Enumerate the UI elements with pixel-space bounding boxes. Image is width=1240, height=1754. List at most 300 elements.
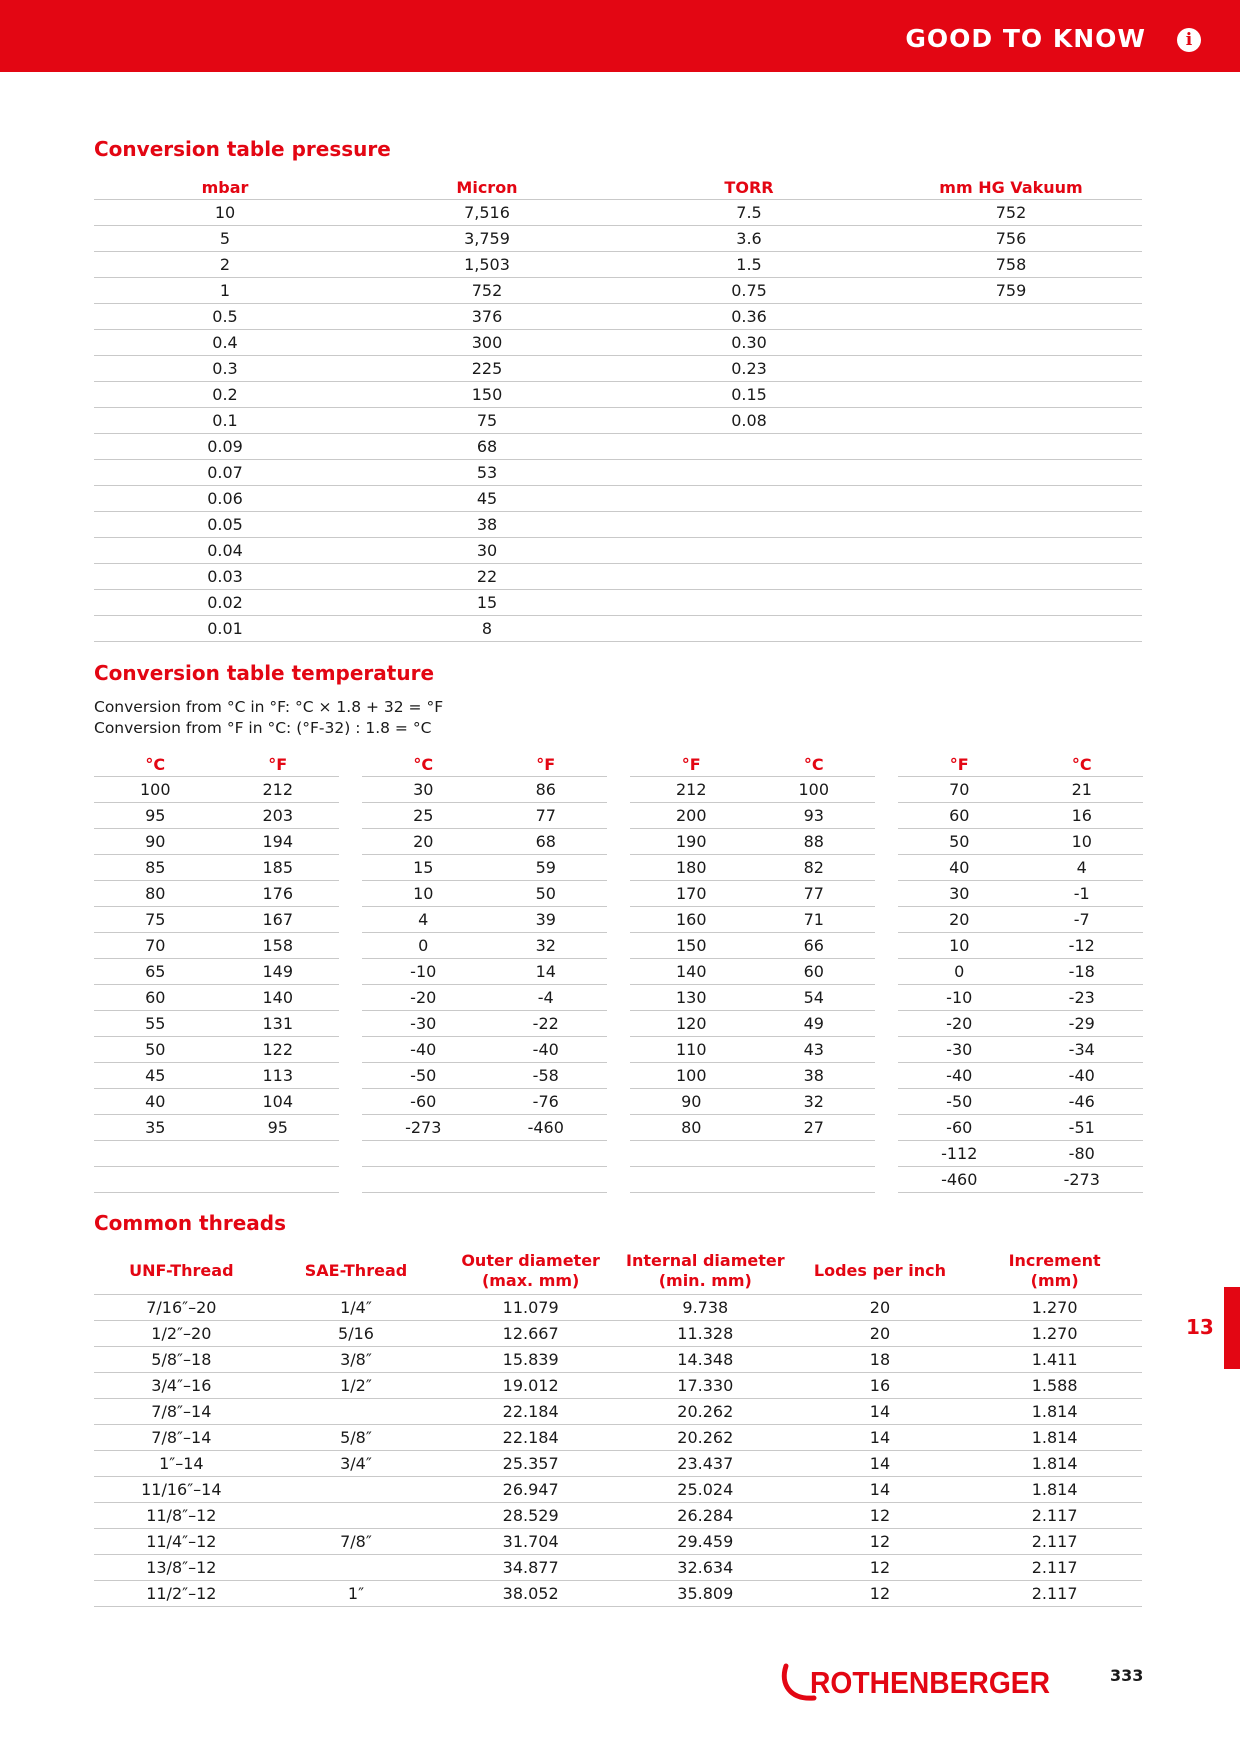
column-header-line: (max. mm) bbox=[481, 1270, 580, 1290]
table-cell: -60 bbox=[362, 1089, 485, 1115]
table-cell: 5 bbox=[94, 226, 356, 252]
table-cell: 14 bbox=[793, 1399, 968, 1425]
temperature-notes bbox=[94, 697, 443, 739]
table-cell: 122 bbox=[217, 1037, 340, 1063]
table-cell: 212 bbox=[217, 777, 340, 803]
table-row bbox=[94, 985, 339, 1011]
table-cell: 0 bbox=[898, 959, 1021, 985]
table-cell: 0.01 bbox=[94, 616, 356, 642]
table-cell: 1.411 bbox=[967, 1347, 1142, 1373]
table-cell: 0.07 bbox=[94, 460, 356, 486]
table-cell: -60 bbox=[898, 1115, 1021, 1141]
table-cell: 0.03 bbox=[94, 564, 356, 590]
table-cell: 0.36 bbox=[618, 304, 880, 330]
table-cell: -51 bbox=[1021, 1115, 1144, 1141]
table-cell: 15.839 bbox=[443, 1347, 618, 1373]
table-cell: 93 bbox=[753, 803, 876, 829]
table-cell: 7/16″–20 bbox=[94, 1295, 269, 1321]
table-cell bbox=[618, 564, 880, 590]
table-cell: 0.5 bbox=[94, 304, 356, 330]
table-cell: 95 bbox=[94, 803, 217, 829]
table-cell bbox=[880, 512, 1142, 538]
table-cell: 100 bbox=[753, 777, 876, 803]
table-cell: 2.117 bbox=[967, 1503, 1142, 1529]
table-cell: 104 bbox=[217, 1089, 340, 1115]
table-cell: 113 bbox=[217, 1063, 340, 1089]
table-cell: 77 bbox=[485, 803, 608, 829]
table-row bbox=[898, 1141, 1143, 1167]
chapter-tab[interactable] bbox=[1224, 1287, 1240, 1369]
table-row bbox=[630, 1141, 875, 1167]
table-header-row bbox=[362, 752, 607, 777]
table-cell: 75 bbox=[356, 408, 618, 434]
table-cell bbox=[880, 382, 1142, 408]
table-row bbox=[94, 356, 1142, 382]
table-cell: 10 bbox=[898, 933, 1021, 959]
conversion-note-f-to-c: Conversion from °F in °C: (°F-32) : 1.8 = °C bbox=[94, 719, 432, 737]
table-cell: 45 bbox=[94, 1063, 217, 1089]
table-cell: 40 bbox=[898, 855, 1021, 881]
table-cell bbox=[485, 1141, 608, 1167]
table-cell bbox=[217, 1167, 340, 1193]
table-cell: 16 bbox=[1021, 803, 1144, 829]
table-row bbox=[94, 1295, 1142, 1321]
table-cell: 70 bbox=[898, 777, 1021, 803]
table-cell: 7,516 bbox=[356, 200, 618, 226]
table-cell: 20 bbox=[898, 907, 1021, 933]
table-row bbox=[94, 933, 339, 959]
table-row bbox=[898, 777, 1143, 803]
table-row bbox=[94, 1011, 339, 1037]
table-row bbox=[94, 538, 1142, 564]
chapter-number: 13 bbox=[1186, 1315, 1214, 1339]
table-cell bbox=[618, 434, 880, 460]
table-cell: -12 bbox=[1021, 933, 1144, 959]
table-header-row bbox=[94, 175, 1142, 200]
table-cell bbox=[618, 460, 880, 486]
table-header-row bbox=[94, 1247, 1142, 1295]
table-cell: 38.052 bbox=[443, 1581, 618, 1607]
table-cell: -40 bbox=[485, 1037, 608, 1063]
table-row bbox=[362, 881, 607, 907]
table-cell: 225 bbox=[356, 356, 618, 382]
table-cell: 140 bbox=[630, 959, 753, 985]
column-header bbox=[269, 1247, 444, 1295]
column-header: °F bbox=[630, 752, 753, 777]
table-cell: 1/2″ bbox=[269, 1373, 444, 1399]
table-cell: 32 bbox=[753, 1089, 876, 1115]
temperature-title: Conversion table temperature bbox=[94, 661, 435, 685]
column-header-line: Lodes per inch bbox=[813, 1260, 946, 1280]
table-cell: 2 bbox=[94, 252, 356, 278]
table-cell bbox=[880, 616, 1142, 642]
table-cell: 43 bbox=[753, 1037, 876, 1063]
table-cell: 1.814 bbox=[967, 1425, 1142, 1451]
column-header bbox=[94, 1247, 269, 1295]
table-row bbox=[630, 1115, 875, 1141]
table-row bbox=[94, 1373, 1142, 1399]
table-row bbox=[362, 1089, 607, 1115]
table-cell: 22 bbox=[356, 564, 618, 590]
table-cell: 20.262 bbox=[618, 1425, 793, 1451]
table-row bbox=[630, 907, 875, 933]
table-row bbox=[898, 959, 1143, 985]
table-cell bbox=[880, 486, 1142, 512]
table-cell: 11/16″–14 bbox=[94, 1477, 269, 1503]
column-header-line: Outer diameter bbox=[461, 1250, 600, 1270]
table-cell: 11.328 bbox=[618, 1321, 793, 1347]
table-cell: 70 bbox=[94, 933, 217, 959]
table-cell: 75 bbox=[94, 907, 217, 933]
table-cell bbox=[753, 1141, 876, 1167]
table-row bbox=[94, 1399, 1142, 1425]
table-cell: -30 bbox=[898, 1037, 1021, 1063]
table-cell: 20 bbox=[793, 1321, 968, 1347]
table-cell: 50 bbox=[485, 881, 608, 907]
table-cell bbox=[880, 564, 1142, 590]
table-cell: 90 bbox=[94, 829, 217, 855]
table-cell: 34.877 bbox=[443, 1555, 618, 1581]
table-cell: -4 bbox=[485, 985, 608, 1011]
table-cell: 180 bbox=[630, 855, 753, 881]
table-row bbox=[630, 1011, 875, 1037]
column-header-line: UNF-Thread bbox=[129, 1260, 234, 1280]
table-cell: 0.75 bbox=[618, 278, 880, 304]
table-row bbox=[362, 855, 607, 881]
table-cell: 14 bbox=[793, 1477, 968, 1503]
table-cell: -46 bbox=[1021, 1089, 1144, 1115]
table-cell: -460 bbox=[898, 1167, 1021, 1193]
table-row bbox=[630, 1037, 875, 1063]
table-row bbox=[94, 330, 1142, 356]
table-cell: 40 bbox=[94, 1089, 217, 1115]
table-row bbox=[898, 829, 1143, 855]
table-cell: 131 bbox=[217, 1011, 340, 1037]
table-cell: -10 bbox=[898, 985, 1021, 1011]
table-row bbox=[630, 933, 875, 959]
table-cell: 14 bbox=[793, 1451, 968, 1477]
table-cell: 27 bbox=[753, 1115, 876, 1141]
column-header bbox=[618, 1247, 793, 1295]
table-cell: 7/8″–14 bbox=[94, 1425, 269, 1451]
table-row bbox=[630, 777, 875, 803]
table-row bbox=[94, 408, 1142, 434]
temperature-table-2 bbox=[362, 752, 607, 1193]
column-header: Micron bbox=[356, 175, 618, 200]
table-cell: 1 bbox=[94, 278, 356, 304]
table-row bbox=[94, 460, 1142, 486]
table-row bbox=[94, 252, 1142, 278]
table-cell: 158 bbox=[217, 933, 340, 959]
table-cell bbox=[880, 460, 1142, 486]
table-cell: 150 bbox=[356, 382, 618, 408]
column-header: °F bbox=[485, 752, 608, 777]
table-cell: 50 bbox=[94, 1037, 217, 1063]
pressure-table bbox=[94, 175, 1142, 642]
table-cell: -273 bbox=[362, 1115, 485, 1141]
table-cell: -40 bbox=[1021, 1063, 1144, 1089]
table-row bbox=[94, 1555, 1142, 1581]
table-cell: 1,503 bbox=[356, 252, 618, 278]
table-cell: 18 bbox=[793, 1347, 968, 1373]
table-cell: 86 bbox=[485, 777, 608, 803]
table-cell: 212 bbox=[630, 777, 753, 803]
table-cell bbox=[618, 538, 880, 564]
table-cell: 45 bbox=[356, 486, 618, 512]
table-row bbox=[94, 829, 339, 855]
table-cell: 17.330 bbox=[618, 1373, 793, 1399]
table-cell: 2.117 bbox=[967, 1555, 1142, 1581]
table-cell: 3,759 bbox=[356, 226, 618, 252]
table-cell: 1″–14 bbox=[94, 1451, 269, 1477]
column-header bbox=[967, 1247, 1142, 1295]
table-row bbox=[94, 855, 339, 881]
table-cell bbox=[269, 1503, 444, 1529]
table-cell: 100 bbox=[630, 1063, 753, 1089]
temperature-table-3 bbox=[630, 752, 875, 1193]
table-row bbox=[362, 985, 607, 1011]
table-row bbox=[94, 304, 1142, 330]
table-cell: 53 bbox=[356, 460, 618, 486]
table-cell: 1/2″–20 bbox=[94, 1321, 269, 1347]
threads-table bbox=[94, 1247, 1142, 1607]
table-cell: 15 bbox=[356, 590, 618, 616]
table-row bbox=[94, 590, 1142, 616]
table-cell: 35 bbox=[94, 1115, 217, 1141]
table-cell: -10 bbox=[362, 959, 485, 985]
table-cell: 21 bbox=[1021, 777, 1144, 803]
table-cell bbox=[362, 1141, 485, 1167]
table-cell: 11.079 bbox=[443, 1295, 618, 1321]
table-cell: 0.1 bbox=[94, 408, 356, 434]
table-cell bbox=[94, 1141, 217, 1167]
table-cell: 2.117 bbox=[967, 1581, 1142, 1607]
table-cell: 2.117 bbox=[967, 1529, 1142, 1555]
table-cell: 29.459 bbox=[618, 1529, 793, 1555]
table-cell: 1.814 bbox=[967, 1399, 1142, 1425]
table-cell bbox=[880, 434, 1142, 460]
table-row bbox=[630, 985, 875, 1011]
table-row bbox=[94, 512, 1142, 538]
rothenberger-logo bbox=[780, 1660, 1070, 1704]
table-cell: 0.23 bbox=[618, 356, 880, 382]
table-row bbox=[362, 1011, 607, 1037]
table-row bbox=[94, 1037, 339, 1063]
table-cell: 0.3 bbox=[94, 356, 356, 382]
table-cell: 12 bbox=[793, 1581, 968, 1607]
column-header-line: (min. mm) bbox=[658, 1270, 752, 1290]
column-header-line: (mm) bbox=[1030, 1270, 1079, 1290]
table-cell: 3/4″–16 bbox=[94, 1373, 269, 1399]
table-cell: 1.270 bbox=[967, 1295, 1142, 1321]
table-cell bbox=[880, 330, 1142, 356]
table-cell: 1″ bbox=[269, 1581, 444, 1607]
column-header bbox=[443, 1247, 618, 1295]
table-cell: 100 bbox=[94, 777, 217, 803]
table-cell: 55 bbox=[94, 1011, 217, 1037]
table-row bbox=[362, 1063, 607, 1089]
table-cell: 90 bbox=[630, 1089, 753, 1115]
table-cell: -40 bbox=[898, 1063, 1021, 1089]
table-cell: 66 bbox=[753, 933, 876, 959]
table-row bbox=[898, 933, 1143, 959]
table-row bbox=[362, 1037, 607, 1063]
table-cell bbox=[269, 1555, 444, 1581]
table-cell: 20.262 bbox=[618, 1399, 793, 1425]
table-cell: 7/8″ bbox=[269, 1529, 444, 1555]
table-cell: -18 bbox=[1021, 959, 1144, 985]
table-cell: 5/16 bbox=[269, 1321, 444, 1347]
table-cell: 752 bbox=[356, 278, 618, 304]
table-cell: 1.814 bbox=[967, 1451, 1142, 1477]
table-cell: -40 bbox=[362, 1037, 485, 1063]
table-cell: 19.012 bbox=[443, 1373, 618, 1399]
table-row bbox=[362, 1115, 607, 1141]
column-header: °C bbox=[362, 752, 485, 777]
table-cell: 5/8″ bbox=[269, 1425, 444, 1451]
column-header: °C bbox=[1021, 752, 1144, 777]
table-cell: -1 bbox=[1021, 881, 1144, 907]
table-cell: 30 bbox=[356, 538, 618, 564]
table-cell bbox=[880, 408, 1142, 434]
table-cell: 140 bbox=[217, 985, 340, 1011]
table-cell: 11/4″–12 bbox=[94, 1529, 269, 1555]
table-header-row bbox=[94, 752, 339, 777]
threads-title: Common threads bbox=[94, 1211, 286, 1235]
table-row bbox=[94, 1451, 1142, 1477]
table-cell: 60 bbox=[753, 959, 876, 985]
info-icon[interactable]: i bbox=[1177, 28, 1201, 52]
table-cell bbox=[880, 538, 1142, 564]
table-cell: 170 bbox=[630, 881, 753, 907]
column-header: TORR bbox=[618, 175, 880, 200]
table-header-row bbox=[630, 752, 875, 777]
table-cell: 9.738 bbox=[618, 1295, 793, 1321]
table-cell bbox=[618, 590, 880, 616]
table-cell bbox=[618, 616, 880, 642]
table-row bbox=[94, 1425, 1142, 1451]
table-row bbox=[94, 1115, 339, 1141]
table-cell: 7.5 bbox=[618, 200, 880, 226]
table-cell: 65 bbox=[94, 959, 217, 985]
table-cell: 194 bbox=[217, 829, 340, 855]
table-cell: 176 bbox=[217, 881, 340, 907]
header-title: GOOD TO KNOW bbox=[905, 24, 1146, 53]
table-row bbox=[898, 1037, 1143, 1063]
table-row bbox=[362, 777, 607, 803]
table-cell: 300 bbox=[356, 330, 618, 356]
table-cell bbox=[269, 1477, 444, 1503]
table-row bbox=[630, 1167, 875, 1193]
table-cell bbox=[880, 304, 1142, 330]
table-cell: 0.15 bbox=[618, 382, 880, 408]
table-cell: 11/8″–12 bbox=[94, 1503, 269, 1529]
table-cell: 80 bbox=[94, 881, 217, 907]
table-row bbox=[94, 382, 1142, 408]
table-row bbox=[94, 881, 339, 907]
table-cell: -273 bbox=[1021, 1167, 1144, 1193]
table-cell: 12 bbox=[793, 1555, 968, 1581]
table-cell: 28.529 bbox=[443, 1503, 618, 1529]
table-cell: 20 bbox=[362, 829, 485, 855]
table-row bbox=[94, 1503, 1142, 1529]
page-number: 333 bbox=[1110, 1666, 1144, 1685]
table-cell: 185 bbox=[217, 855, 340, 881]
table-row bbox=[898, 1167, 1143, 1193]
table-cell: 3.6 bbox=[618, 226, 880, 252]
table-cell bbox=[880, 356, 1142, 382]
table-cell: 71 bbox=[753, 907, 876, 933]
table-cell: 130 bbox=[630, 985, 753, 1011]
table-cell: 22.184 bbox=[443, 1399, 618, 1425]
table-row bbox=[94, 226, 1142, 252]
table-cell: 0.05 bbox=[94, 512, 356, 538]
table-cell: 68 bbox=[356, 434, 618, 460]
pressure-title: Conversion table pressure bbox=[94, 137, 391, 161]
logo-text: ROTHENBERGER bbox=[810, 1665, 1050, 1700]
table-cell: 149 bbox=[217, 959, 340, 985]
table-cell bbox=[94, 1167, 217, 1193]
table-cell: -112 bbox=[898, 1141, 1021, 1167]
table-cell bbox=[485, 1167, 608, 1193]
table-row bbox=[94, 616, 1142, 642]
table-row bbox=[630, 1089, 875, 1115]
table-row bbox=[94, 1477, 1142, 1503]
table-cell bbox=[753, 1167, 876, 1193]
table-row bbox=[898, 907, 1143, 933]
column-header-line: Internal diameter bbox=[625, 1250, 785, 1270]
table-cell: 88 bbox=[753, 829, 876, 855]
table-cell: -22 bbox=[485, 1011, 608, 1037]
table-cell: 190 bbox=[630, 829, 753, 855]
table-cell: 0.2 bbox=[94, 382, 356, 408]
table-cell: -30 bbox=[362, 1011, 485, 1037]
table-row bbox=[630, 829, 875, 855]
table-row bbox=[94, 777, 339, 803]
table-cell: -58 bbox=[485, 1063, 608, 1089]
table-cell: 22.184 bbox=[443, 1425, 618, 1451]
table-cell: 14.348 bbox=[618, 1347, 793, 1373]
table-cell: -50 bbox=[898, 1089, 1021, 1115]
table-cell bbox=[269, 1399, 444, 1425]
temperature-table-4 bbox=[898, 752, 1143, 1193]
table-cell: 376 bbox=[356, 304, 618, 330]
table-row bbox=[898, 1089, 1143, 1115]
table-cell: 3/8″ bbox=[269, 1347, 444, 1373]
table-cell: 167 bbox=[217, 907, 340, 933]
table-cell: 1.5 bbox=[618, 252, 880, 278]
table-cell bbox=[217, 1141, 340, 1167]
header-bar bbox=[0, 0, 1240, 72]
table-cell: 15 bbox=[362, 855, 485, 881]
table-cell: 756 bbox=[880, 226, 1142, 252]
table-cell: 0.09 bbox=[94, 434, 356, 460]
table-cell: 25.024 bbox=[618, 1477, 793, 1503]
table-cell: 12.667 bbox=[443, 1321, 618, 1347]
table-cell bbox=[362, 1167, 485, 1193]
table-cell: -29 bbox=[1021, 1011, 1144, 1037]
table-cell: 13/8″–12 bbox=[94, 1555, 269, 1581]
table-cell: 10 bbox=[94, 200, 356, 226]
table-row bbox=[362, 907, 607, 933]
table-row bbox=[898, 855, 1143, 881]
table-row bbox=[898, 985, 1143, 1011]
table-cell: 60 bbox=[94, 985, 217, 1011]
table-cell: 26.284 bbox=[618, 1503, 793, 1529]
table-row bbox=[94, 200, 1142, 226]
table-cell: 1.814 bbox=[967, 1477, 1142, 1503]
table-cell: 0.02 bbox=[94, 590, 356, 616]
